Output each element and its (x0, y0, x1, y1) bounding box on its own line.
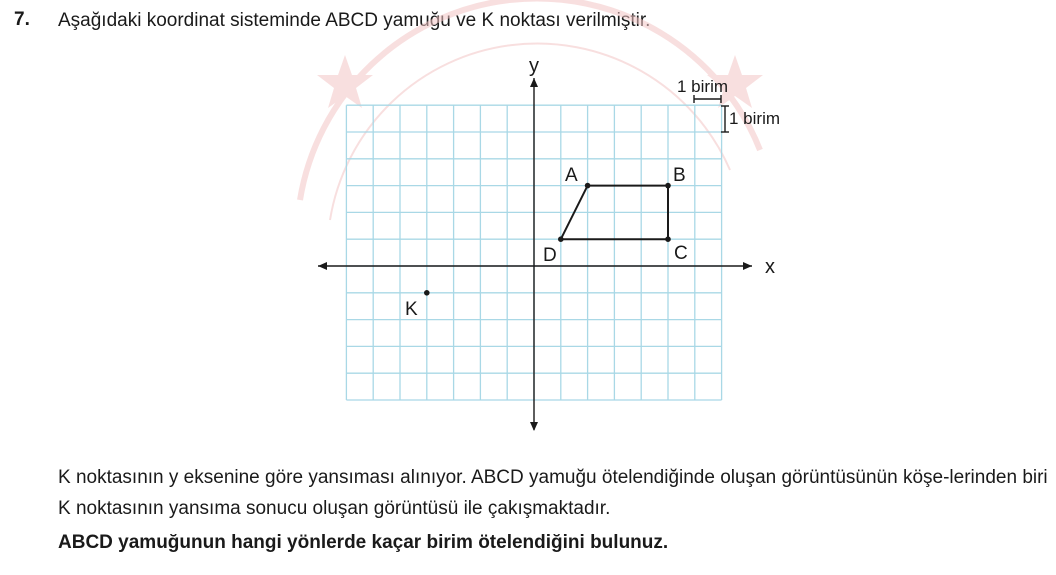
x-axis-arrow-right (743, 262, 752, 270)
point-label-a: A (565, 165, 578, 186)
point-d-dot (558, 236, 564, 242)
question-number: 7. (14, 9, 30, 30)
point-label-d: D (543, 245, 557, 266)
y-axis-label: y (529, 55, 539, 77)
question-stem: Aşağıdaki koordinat sisteminde ABCD yamuğu ve K noktası verilmiştir. (58, 10, 651, 31)
point-label-c: C (674, 243, 688, 264)
point-label-b: B (673, 165, 686, 186)
unit-horizontal-label: 1 birim (677, 77, 729, 96)
y-axis-arrow-up (530, 78, 538, 87)
point-b-dot (665, 183, 671, 189)
problem-paragraph: K noktasının y eksenine göre yansıması alınıyor. ABCD yamuğu ötelendiğinde oluşan görüntüsünün köşe-lerinden biri K noktasının yansıma sonucu oluşan görüntüsü ile çakışmaktadır. (58, 467, 1048, 519)
x-axis-arrow-left (318, 262, 327, 270)
unit-horizontal-indicator (694, 95, 721, 103)
point-label-k: K (405, 299, 418, 320)
point-k-dot (424, 290, 430, 296)
x-axis-label: x (765, 256, 775, 278)
watermark-emblem (300, 0, 763, 220)
problem-question: ABCD yamuğunun hangi yönlerde kaçar birim ötelendiğini bulunuz. (58, 532, 669, 553)
unit-vertical-label: 1 birim (729, 109, 781, 128)
y-axis-arrow-down (530, 422, 538, 431)
point-c-dot (665, 236, 671, 242)
point-a-dot (585, 183, 591, 189)
